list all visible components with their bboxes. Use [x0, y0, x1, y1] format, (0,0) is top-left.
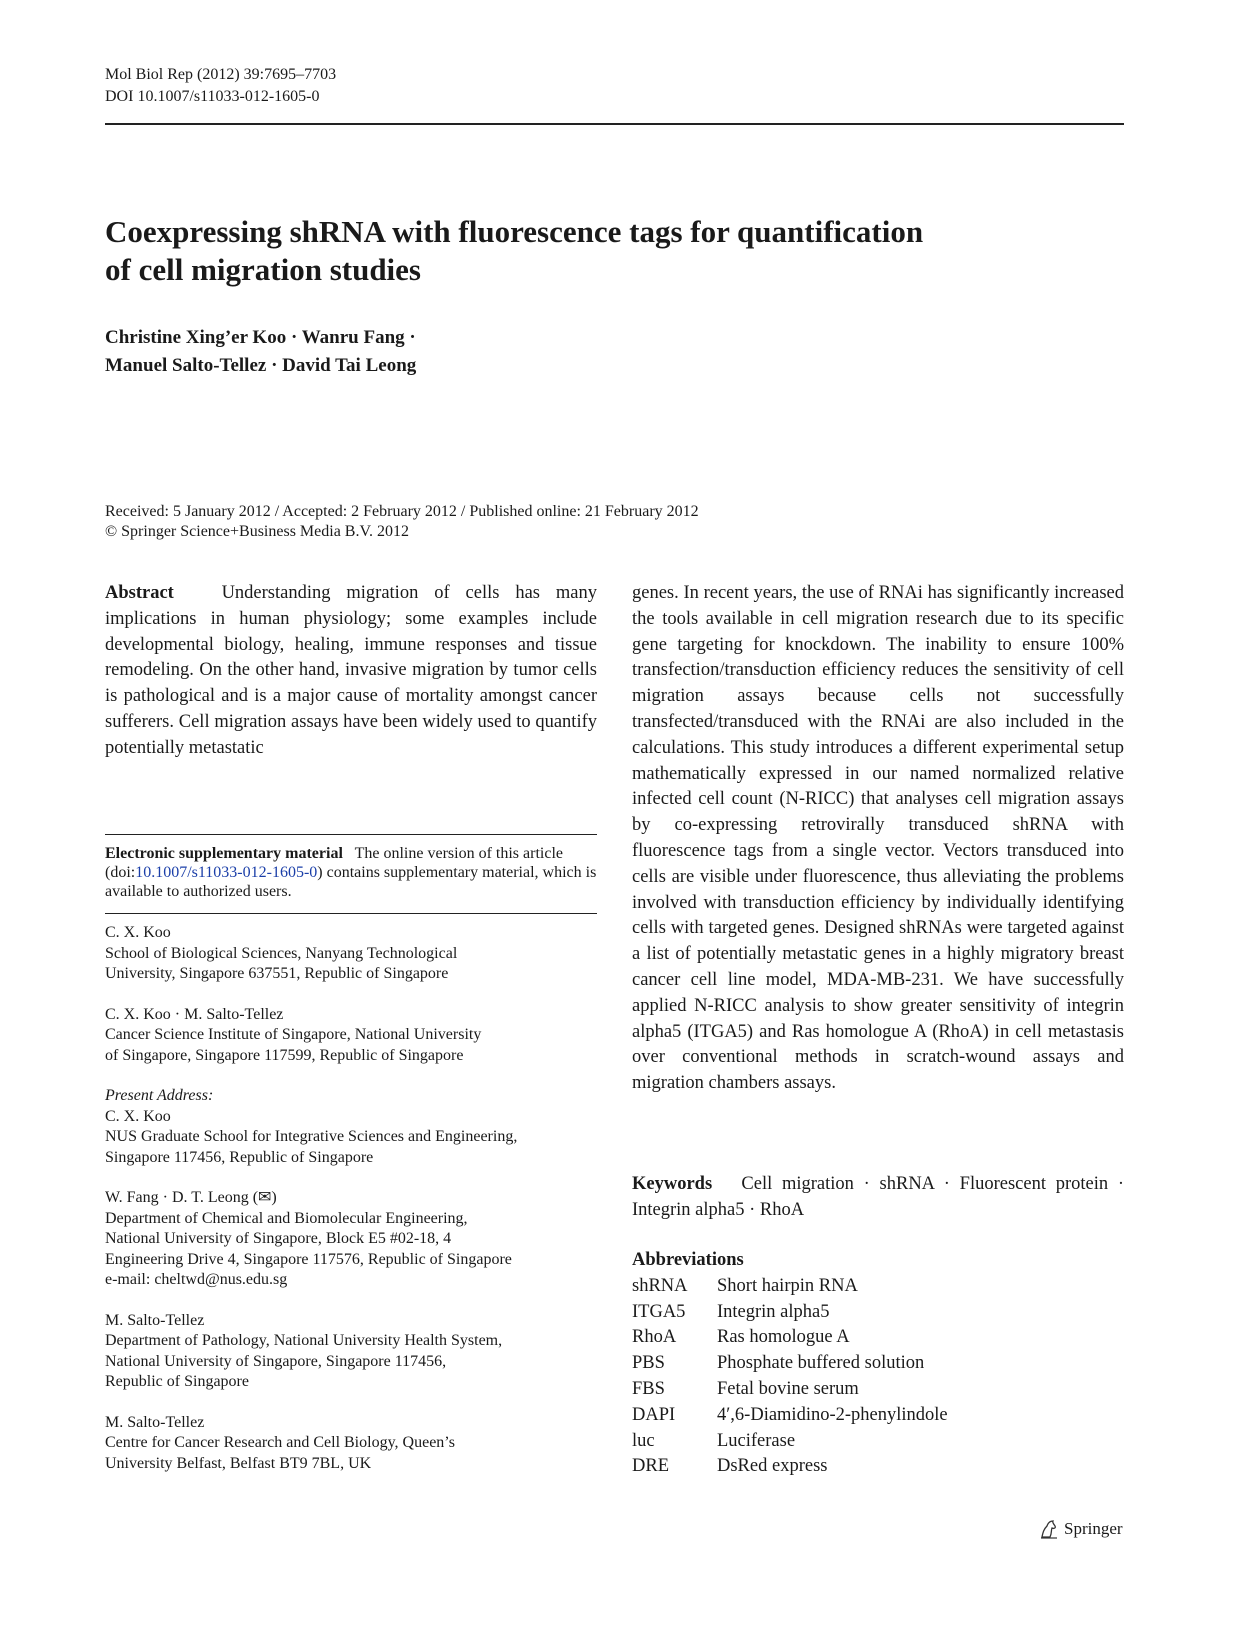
abbreviation-row — [632, 1429, 1124, 1455]
abbr-definition: Short hairpin RNA — [717, 1275, 858, 1296]
affiliation-email: e-mail: cheltwd@nus.edu.sg — [105, 1271, 288, 1288]
affiliation-line: of Singapore, Singapore 117599, Republic of Singapore — [105, 1046, 464, 1064]
affiliation-6 — [105, 1413, 605, 1475]
esm-note — [105, 844, 597, 901]
affiliation-line: Department of Chemical and Biomolecular Engineering, — [105, 1209, 468, 1227]
affiliation-line: National University of Singapore, Singapore 117456, — [105, 1352, 447, 1370]
affiliation-line: University Belfast, Belfast BT9 7BL, UK — [105, 1454, 372, 1472]
abbr-term: RhoA — [632, 1327, 677, 1348]
abbr-term: FBS — [632, 1378, 665, 1399]
affiliation-name: C. X. Koo · M. Salto-Tellez — [105, 1005, 284, 1023]
paper-title — [105, 213, 1045, 289]
affiliations — [105, 923, 605, 1494]
abstract-right — [632, 581, 1124, 1097]
authors-line-2: Manuel Salto-Tellez · David Tai Leong — [105, 355, 417, 376]
abstract-text-right: genes. In recent years, the use of RNAi has significantly increased the tools available in cell migration research due to its specific gene targeting for knockdown. The inability to ensure 100% transfection/transduction efficiency reduces the sensitivity of cell migration assays because cells not successfully transfected/transduced with the RNAi are also included in the calculations. This study introduces a different experimental setup mathematically expressed in our named normalized relative infected cell count (N-RICC) that analyses cell migration assays by co-expressing retrovirally transduced shRNA with fluorescence tags from a single vector. Vectors transduced into cells are visible under fluorescence, thus alleviating the problems involved with transduction efficiency by individually identifying cells with targeted genes. Designed shRNAs were targeted against a list of potentially metastatic genes in a highly migratory breast cancer cell line model, MDA-MB-231. We have successfully applied N-RICC analysis to show greater sensitivity of integrin alpha5 (ITGA5) and Ras homologue A (RhoA) in cell metastasis over conventional methods in scratch-wound assays and migration chambers assays. — [632, 583, 1124, 1094]
affiliation-line: NUS Graduate School for Integrative Sciences and Engineering, — [105, 1128, 518, 1145]
affiliation-line: Republic of Singapore — [105, 1373, 249, 1390]
authors-line-1: Christine Xing’er Koo · Wanru Fang · — [105, 327, 416, 348]
abbreviations-heading: Abbreviations — [632, 1250, 744, 1270]
abbreviation-row — [632, 1377, 1124, 1403]
dates-block — [105, 502, 699, 542]
abbr-term: DRE — [632, 1456, 669, 1477]
affiliation-1 — [105, 923, 605, 985]
affiliation-5 — [105, 1311, 605, 1393]
springer-wordmark: Springer — [1064, 1519, 1123, 1538]
keywords-text: Cell migration · shRNA · Fluorescent protein · Integrin alpha5 · RhoA — [632, 1174, 1124, 1220]
abbr-term: PBS — [632, 1353, 665, 1374]
header-rule — [105, 123, 1124, 125]
esm-text-2: ) contains supplementary material, which is available to authorized users. — [105, 864, 597, 900]
title-line-1: Coexpressing shRNA with fluorescence tags for quantification — [105, 214, 924, 249]
abbreviation-row — [632, 1325, 1124, 1351]
abbreviation-row — [632, 1454, 1124, 1480]
abbreviation-row — [632, 1274, 1124, 1300]
abbr-term: ITGA5 — [632, 1301, 686, 1322]
esm-rule-bottom — [105, 913, 597, 914]
abbr-definition: 4′,6-Diamidino-2-phenylindole — [717, 1404, 948, 1425]
esm-text-1: The online version of this article (doi: — [105, 845, 563, 881]
affiliation-line: National University of Singapore, Block E5 #02-18, 4 — [105, 1230, 452, 1247]
springer-horse-icon — [1038, 1518, 1060, 1540]
keywords — [632, 1172, 1124, 1224]
journal-citation: Mol Biol Rep (2012) 39:7695–7703 — [105, 66, 337, 83]
springer-logo — [1038, 1518, 1123, 1540]
title-line-2: of cell migration studies — [105, 252, 421, 287]
abbreviation-row — [632, 1351, 1124, 1377]
affiliation-line: University, Singapore 637551, Republic of Singapore — [105, 965, 449, 982]
esm-doi-link[interactable]: 10.1007/s11033-012-1605-0 — [135, 864, 318, 881]
affiliation-name: C. X. Koo — [105, 1107, 171, 1125]
abstract-left — [105, 581, 597, 762]
esm-rule-top — [105, 834, 597, 835]
abbr-term: DAPI — [632, 1404, 676, 1425]
affiliation-4 — [105, 1188, 605, 1291]
affiliation-2 — [105, 1005, 605, 1067]
affiliation-line: Centre for Cancer Research and Cell Biology, Queen’s — [105, 1434, 455, 1451]
abbr-definition: Phosphate buffered solution — [717, 1353, 925, 1374]
journal-header — [105, 64, 336, 108]
affiliation-line: Engineering Drive 4, Singapore 117576, Republic of Singapore — [105, 1250, 512, 1268]
keywords-heading: Keywords — [632, 1174, 713, 1194]
affiliation-name: W. Fang · D. T. Leong (✉) — [105, 1189, 277, 1206]
copyright: © Springer Science+Business Media B.V. 2012 — [105, 523, 409, 540]
abbreviations — [632, 1248, 1124, 1480]
affiliation-name: M. Salto-Tellez — [105, 1413, 205, 1431]
abbr-term: luc — [632, 1430, 655, 1451]
abbr-term: shRNA — [632, 1275, 688, 1296]
abbr-definition: Luciferase — [717, 1430, 796, 1451]
affiliation-name: M. Salto-Tellez — [105, 1311, 205, 1329]
present-address-label: Present Address: — [105, 1087, 214, 1104]
affiliation-line: Cancer Science Institute of Singapore, National University — [105, 1026, 482, 1043]
affiliation-name: C. X. Koo — [105, 924, 171, 941]
abbr-definition: DsRed express — [717, 1456, 828, 1477]
abbr-definition: Ras homologue A — [717, 1327, 850, 1348]
abbr-definition: Fetal bovine serum — [717, 1378, 859, 1399]
abstract-heading: Abstract — [105, 583, 174, 603]
journal-doi: DOI 10.1007/s11033-012-1605-0 — [105, 88, 320, 105]
author-list — [105, 324, 416, 380]
abbreviation-row — [632, 1403, 1124, 1429]
abbreviation-row — [632, 1300, 1124, 1326]
affiliation-line: Singapore 117456, Republic of Singapore — [105, 1148, 374, 1166]
abbr-definition: Integrin alpha5 — [717, 1301, 830, 1322]
affiliation-3 — [105, 1086, 605, 1168]
affiliation-line: School of Biological Sciences, Nanyang Technological — [105, 944, 458, 962]
abstract-text-left: Understanding migration of cells has many implications in human physiology; some examples include developmental biology, healing, immune responses and tissue remodeling. On the other hand, invasive migration by tumor cells is pathological and is a major cause of mortality amongst cancer sufferers. Cell migration assays have been widely used to quantify potentially metastatic — [105, 583, 598, 758]
received-dates: Received: 5 January 2012 / Accepted: 2 February 2012 / Published online: 21 February 2012 — [105, 503, 699, 520]
esm-heading: Electronic supplementary material — [105, 845, 343, 862]
affiliation-line: Department of Pathology, National University Health System, — [105, 1332, 503, 1349]
